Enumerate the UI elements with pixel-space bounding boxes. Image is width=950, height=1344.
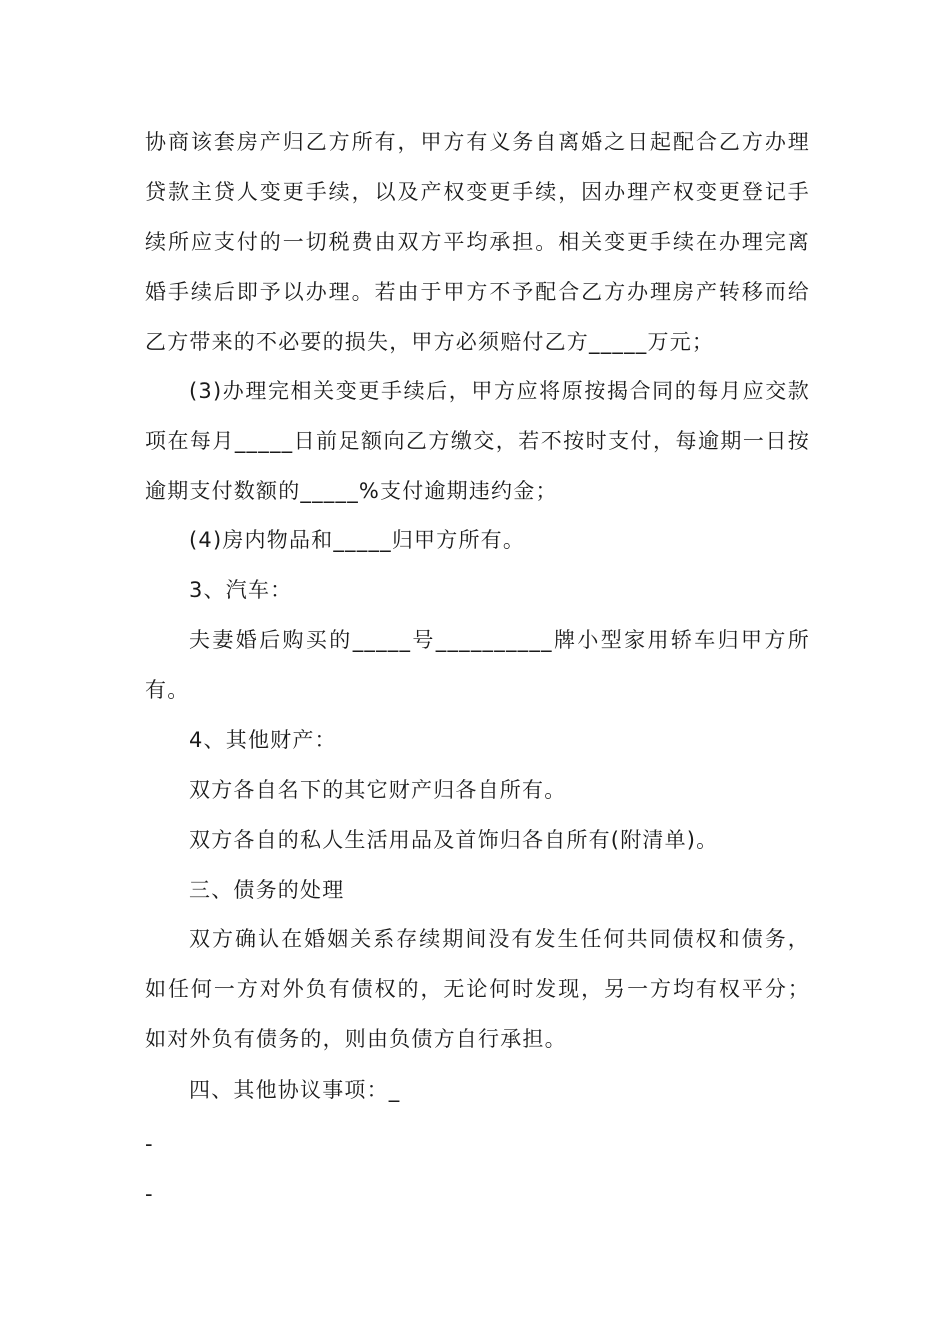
paragraph-line: 协商该套房产归乙方所有，甲方有义务自离婚之日起配合乙方办理 xyxy=(145,130,810,154)
blank-line-marker: - xyxy=(145,1182,153,1206)
paragraph-line: 有。 xyxy=(145,678,190,702)
paragraph-line: 如对外负有债务的，则由负债方自行承担。 xyxy=(145,1027,567,1051)
blank-line-marker: - xyxy=(145,1132,153,1156)
section-heading-other-matters: 四、其他协议事项：_ xyxy=(189,1078,401,1102)
paragraph-line: 续所应支付的一切税费由双方平均承担。相关变更手续在办理完离 xyxy=(145,230,810,254)
section-heading-other-property: 4、其他财产： xyxy=(189,728,337,752)
clause-4-line: (4)房内物品和_____归甲方所有。 xyxy=(189,528,526,552)
paragraph-line: 夫妻婚后购买的_____号__________牌小型家用轿车归甲方所 xyxy=(189,628,810,652)
paragraph-line: 双方各自的私人生活用品及首饰归各自所有(附清单)。 xyxy=(189,828,719,852)
paragraph-line: 贷款主贷人变更手续，以及产权变更手续，因办理产权变更登记手 xyxy=(145,180,810,204)
paragraph-line: 婚手续后即予以办理。若由于甲方不予配合乙方办理房产转移而给 xyxy=(145,280,810,304)
paragraph-line: 双方各自名下的其它财产归各自所有。 xyxy=(189,778,567,802)
section-heading-debts: 三、债务的处理 xyxy=(189,878,345,902)
paragraph-line: 双方确认在婚姻关系存续期间没有发生任何共同债权和债务， xyxy=(189,927,810,951)
clause-3-line: (3)办理完相关变更手续后，甲方应将原按揭合同的每月应交款 xyxy=(189,379,810,403)
paragraph-line: 如任何一方对外负有债权的，无论何时发现，另一方均有权平分； xyxy=(145,977,810,1001)
paragraph-line: 逾期支付数额的_____%支付逾期违约金； xyxy=(145,479,558,503)
section-heading-car: 3、汽车： xyxy=(189,578,293,602)
paragraph-line: 乙方带来的不必要的损失，甲方必须赔付乙方_____万元； xyxy=(145,330,715,354)
paragraph-line: 项在每月_____日前足额向乙方缴交，若不按时支付，每逾期一日按 xyxy=(145,429,810,453)
